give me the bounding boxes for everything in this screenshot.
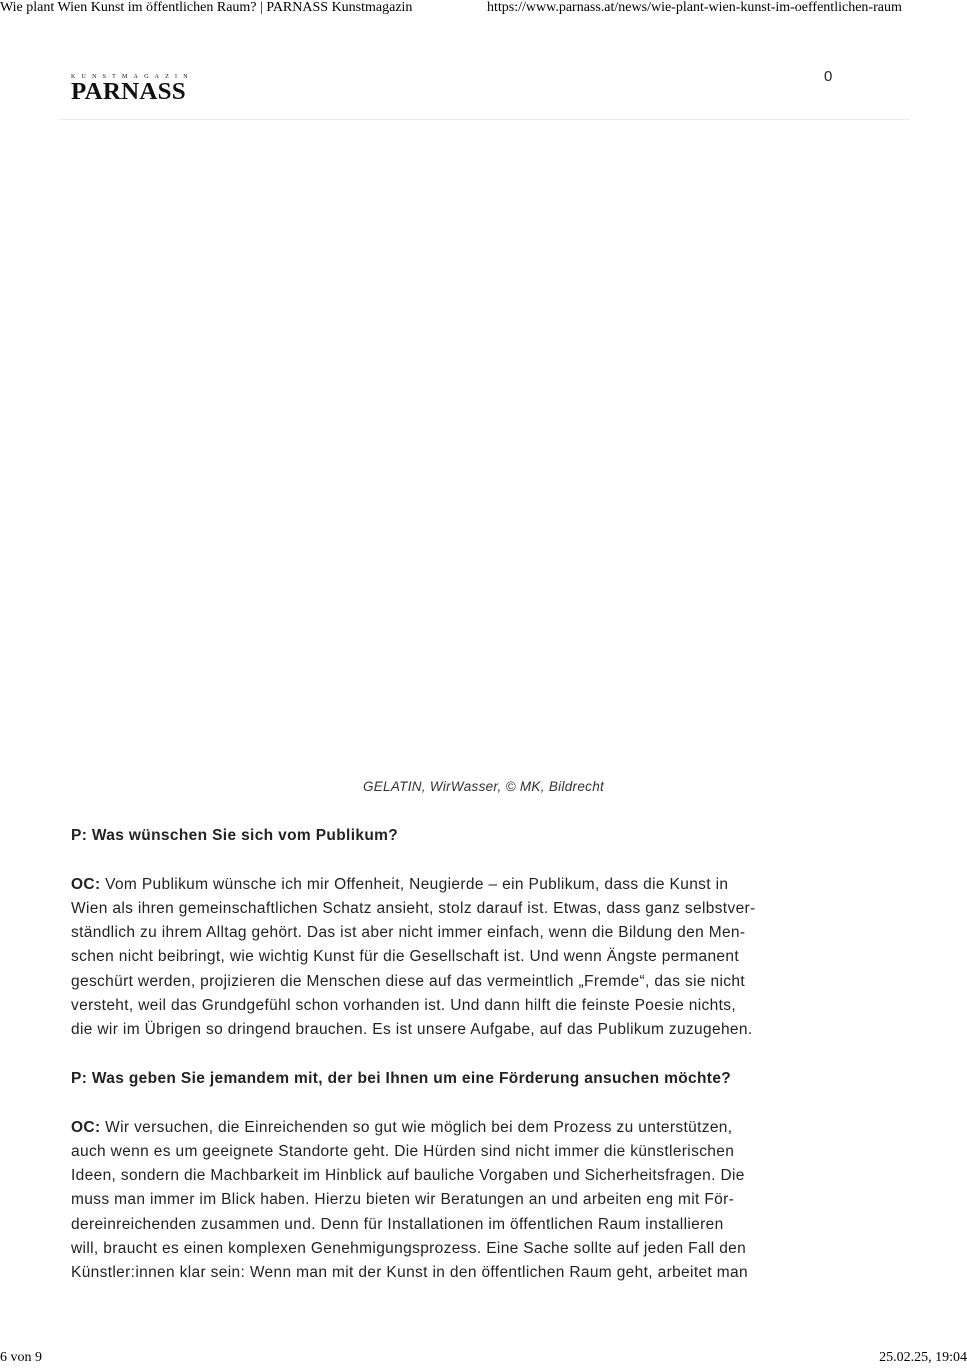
- answer-line: ständlich zu ihrem Alltag gehört. Das ist aber nicht immer einfach, wenn die Bildung den Men-: [71, 924, 746, 942]
- answer-line: muss man immer im Blick haben. Hierzu bieten wir Beratungen an und arbeiten eng mit För-: [71, 1191, 735, 1209]
- print-header: [0, 0, 967, 18]
- answer-line: Ideen, sondern die Machbarkeit im Hinblick auf bauliche Vorgaben und Sicherheitsfragen. Die: [71, 1167, 745, 1185]
- print-datetime: 25.02.25, 19:04: [879, 1350, 967, 1365]
- site-header: [59, 60, 910, 120]
- article-body: [71, 824, 893, 1310]
- interview-answer-1: [71, 873, 893, 1043]
- print-footer: [0, 1350, 967, 1368]
- answer-line: versteht, weil das Grundgefühl schon vorhanden ist. Und dann hilft die feinste Poesie nichts,: [71, 997, 736, 1015]
- answer-line: will, braucht es einen komplexen Genehmigungsprozess. Eine Sache sollte auf jeden Fall den: [71, 1240, 747, 1258]
- cart-count[interactable]: 0: [824, 68, 833, 85]
- answer-line: geschürt werden, projizieren die Menschen diese auf das vermeintlich „Fremde“, das sie nicht: [71, 972, 746, 990]
- print-page-url: https://www.parnass.at/news/wie-plant-wien-kunst-im-oeffentlichen-raum: [487, 0, 902, 15]
- answer-speaker: OC:: [71, 875, 101, 893]
- logo-tagline: KUNSTMAGAZIN: [71, 74, 194, 80]
- answer-line: auch wenn es um geeignete Standorte geht. Die Hürden sind nicht immer die künstlerischen: [71, 1142, 735, 1160]
- interview-question-1: P: Was wünschen Sie sich vom Publikum?: [71, 827, 399, 844]
- answer-line: Künstler:innen klar sein: Wenn man mit der Kunst in den öffentlichen Raum geht, arbeitet man: [71, 1264, 748, 1282]
- answer-line: die wir im Übrigen so dringend brauchen. Es ist unsere Aufgabe, auf das Publikum zuzugehen.: [71, 1021, 753, 1039]
- article-image: [71, 140, 891, 760]
- print-page-title: Wie plant Wien Kunst im öffentlichen Raum? | PARNASS Kunstmagazin: [0, 0, 413, 15]
- logo-wordmark: PARNASS: [71, 79, 186, 105]
- answer-speaker: OC:: [71, 1118, 101, 1136]
- print-page-number: 6 von 9: [0, 1350, 42, 1365]
- answer-line: Wien als ihren gemeinschaftlichen Schatz ansieht, stolz darauf ist. Etwas, dass ganz selbstver-: [71, 899, 756, 917]
- parnass-logo[interactable]: [71, 74, 194, 105]
- answer-line: schen nicht beibringt, wie wichtig Kunst für die Gesellschaft ist. Und wenn Ängste permanent: [71, 948, 740, 966]
- interview-question-2: P: Was geben Sie jemandem mit, der bei Ihnen um eine Förderung ansuchen möchte?: [71, 1069, 732, 1087]
- answer-line: Wir versuchen, die Einreichenden so gut wie möglich bei dem Prozess zu unterstützen,: [100, 1118, 733, 1136]
- image-caption: GELATIN, WirWasser, © MK, Bildrecht: [362, 779, 605, 794]
- answer-line: dereinreichenden zusammen und. Denn für Installationen im öffentlichen Raum installieren: [71, 1215, 724, 1233]
- answer-line: Vom Publikum wünsche ich mir Offenheit, Neugierde – ein Publikum, dass die Kunst in: [100, 875, 729, 893]
- interview-answer-2: [71, 1116, 893, 1286]
